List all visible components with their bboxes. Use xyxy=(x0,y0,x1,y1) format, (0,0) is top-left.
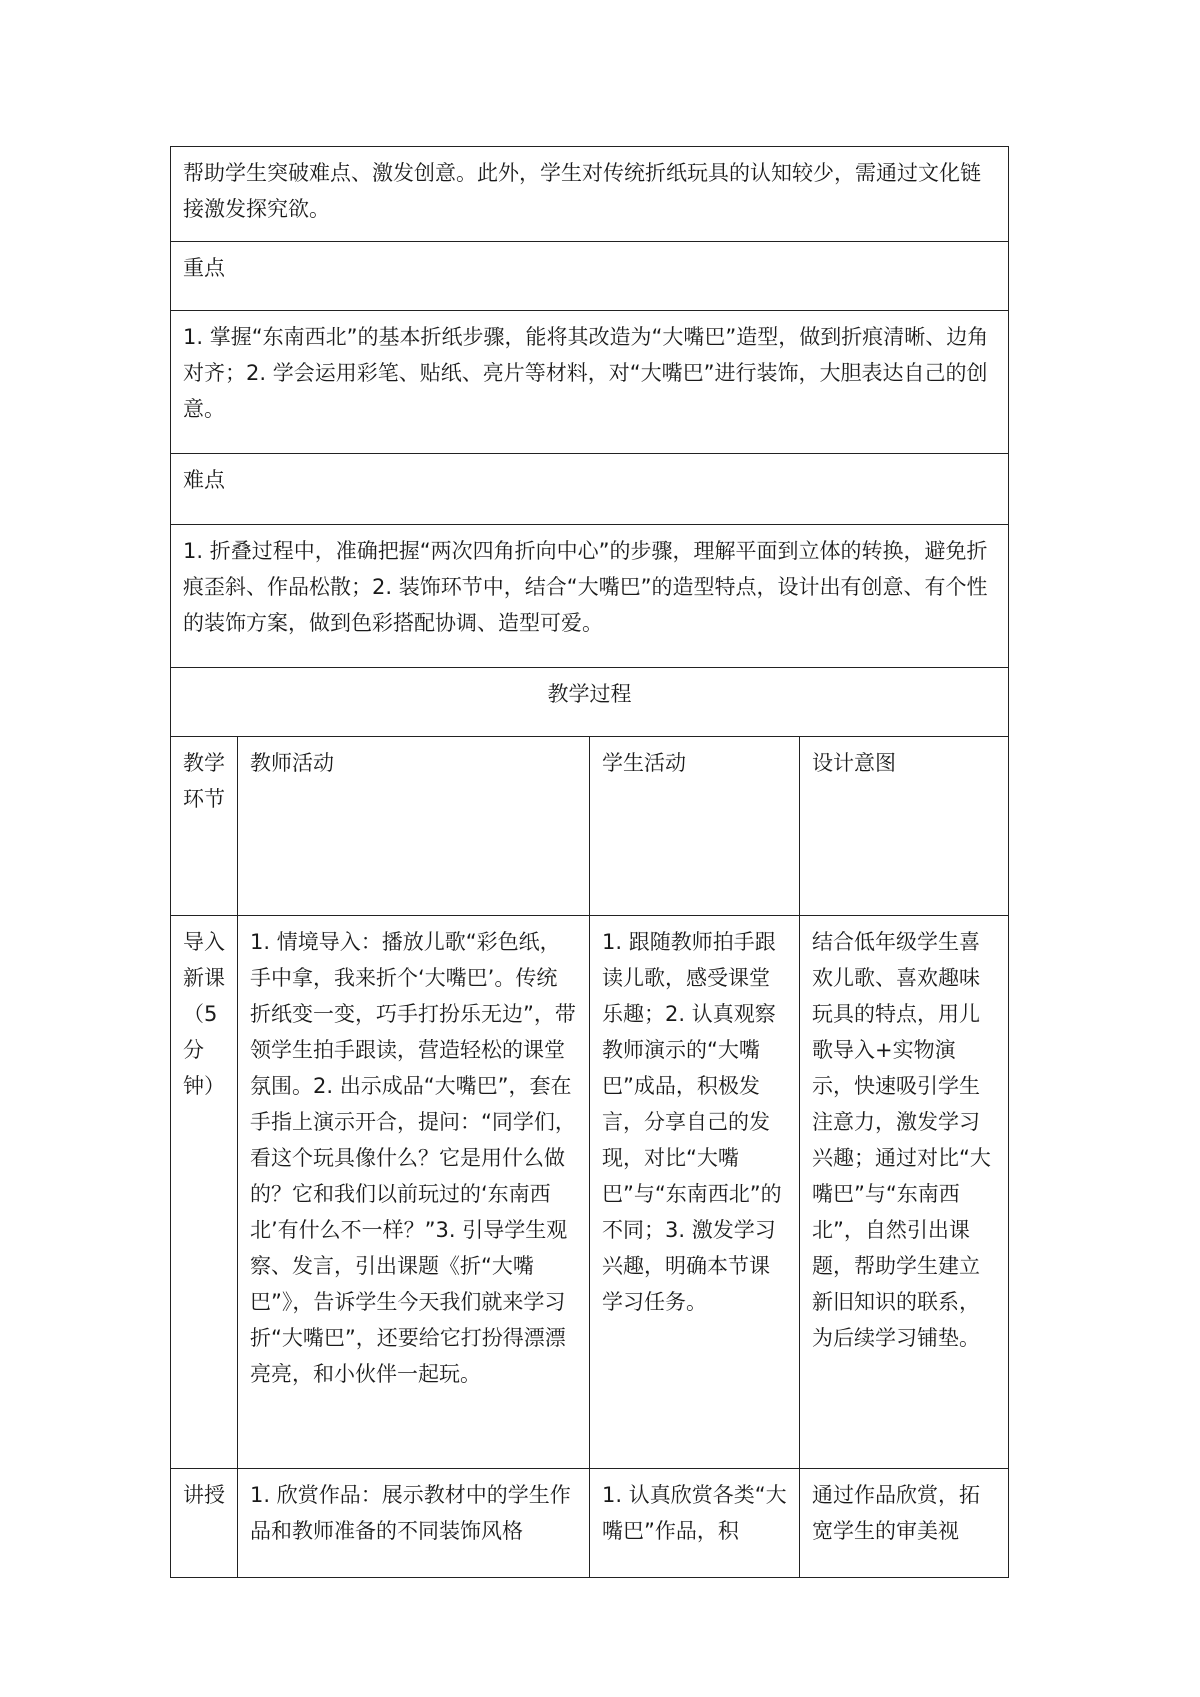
intro-text: 帮助学生突破难点、激发创意。此外，学生对传统折纸玩具的认知较少，需通过文化链接激发探究欲。 xyxy=(171,147,1009,242)
process-title: 教学过程 xyxy=(171,668,1009,737)
header-stage: 教学环节 xyxy=(171,737,238,916)
teacher-activity-cell: 1. 欣赏作品：展示教材中的学生作品和教师准备的不同装饰风格 xyxy=(238,1469,590,1578)
difficult-points-label-row xyxy=(171,454,1009,525)
key-points-content: 1. 掌握“东南西北”的基本折纸步骤，能将其改造为“大嘴巴”造型，做到折痕清晰、边角对齐；2. 学会运用彩笔、贴纸、亮片等材料，对“大嘴巴”进行装饰，大胆表达自己的创意。 xyxy=(171,311,1009,454)
intro-row xyxy=(171,147,1009,242)
difficult-points-content: 1. 折叠过程中，准确把握“两次四角折向中心”的步骤，理解平面到立体的转换，避免折痕歪斜、作品松散；2. 装饰环节中，结合“大嘴巴”的造型特点，设计出有创意、有个性的装饰方案，做到色彩搭配协调、造型可爱。 xyxy=(171,525,1009,668)
stage-cell: 导入新课（5分钟） xyxy=(171,916,238,1469)
header-teacher: 教师活动 xyxy=(238,737,590,916)
process-header-row xyxy=(171,737,1009,916)
lesson-plan-table xyxy=(170,146,1009,1578)
header-student: 学生活动 xyxy=(590,737,800,916)
process-title-row xyxy=(171,668,1009,737)
process-row-intro xyxy=(171,916,1009,1469)
key-points-label-row xyxy=(171,242,1009,311)
design-intent-cell: 通过作品欣赏，拓宽学生的审美视 xyxy=(800,1469,1009,1578)
student-activity-cell: 1. 跟随教师拍手跟读儿歌，感受课堂乐趣；2. 认真观察教师演示的“大嘴巴”成品，积极发言，分享自己的发现，对比“大嘴巴”与“东南西北”的不同；3. 激发学习兴趣，明确本节课学习任务。 xyxy=(590,916,800,1469)
design-intent-cell: 结合低年级学生喜欢儿歌、喜欢趣味玩具的特点，用儿歌导入+实物演示，快速吸引学生注意力，激发学习兴趣；通过对比“大嘴巴”与“东南西北”，自然引出课题，帮助学生建立新旧知识的联系，为后续学习铺垫。 xyxy=(800,916,1009,1469)
difficult-points-content-row xyxy=(171,525,1009,668)
process-row-teaching xyxy=(171,1469,1009,1578)
student-activity-cell: 1. 认真欣赏各类“大嘴巴”作品，积 xyxy=(590,1469,800,1578)
stage-cell: 讲授 xyxy=(171,1469,238,1578)
key-points-content-row xyxy=(171,311,1009,454)
difficult-points-label: 难点 xyxy=(171,454,1009,525)
key-points-label: 重点 xyxy=(171,242,1009,311)
header-intent: 设计意图 xyxy=(800,737,1009,916)
teacher-activity-cell: 1. 情境导入：播放儿歌“彩色纸，手中拿，我来折个‘大嘴巴’。传统折纸变一变，巧手打扮乐无边”，带领学生拍手跟读，营造轻松的课堂氛围。2. 出示成品“大嘴巴”，套在手指上演示开合，提问：“同学们，看这个玩具像什么？它是用什么做的？它和我们以前玩过的‘东南西北’有什么不一样？”3. 引导学生观察、发言，引出课题《折“大嘴巴”》，告诉学生今天我们就来学习折“大嘴巴”，还要给它打扮得漂漂亮亮，和小伙伴一起玩。 xyxy=(238,916,590,1469)
